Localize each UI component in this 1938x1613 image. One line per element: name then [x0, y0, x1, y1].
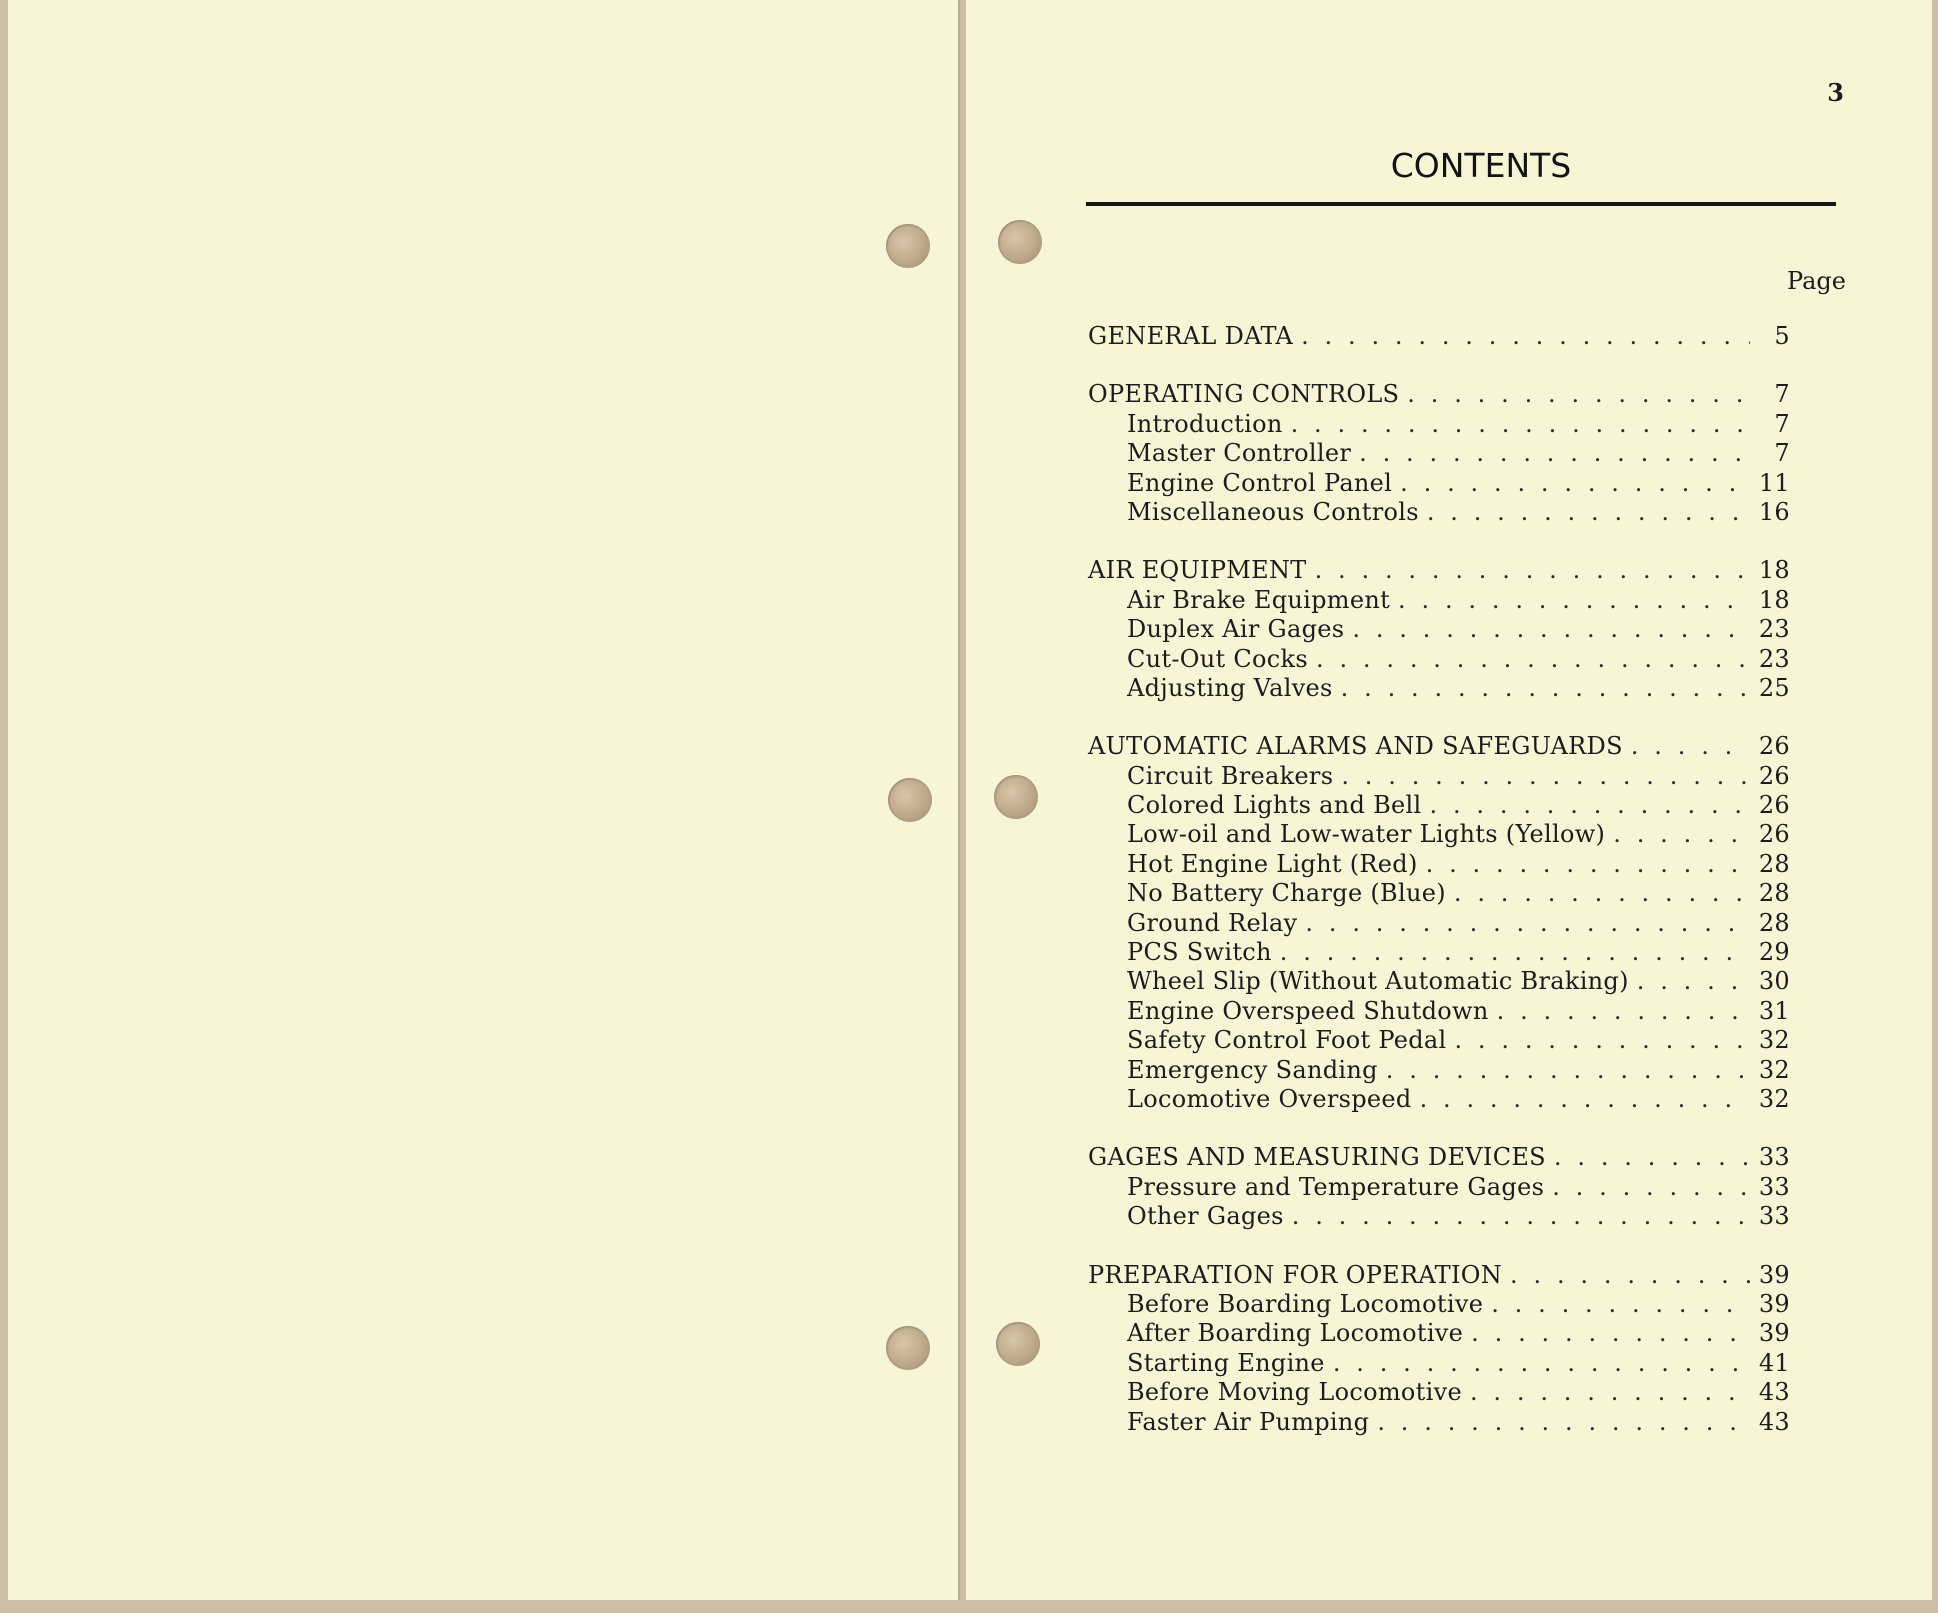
toc-entry-page-number: 28 — [1758, 879, 1790, 908]
toc-entry — [1088, 938, 1790, 967]
page-number: 3 — [1827, 78, 1844, 107]
toc-section-heading — [1088, 732, 1790, 761]
toc-entry-label: OPERATING CONTROLS — [1088, 380, 1400, 409]
toc-entry-page-number: 11 — [1758, 468, 1790, 497]
toc-entry-label: Duplex Air Gages — [1127, 615, 1345, 644]
toc-section-heading — [1088, 380, 1790, 409]
dot-leader — [1315, 556, 1750, 584]
dot-leader — [1400, 469, 1750, 497]
toc-entry-page-number: 28 — [1758, 849, 1790, 878]
toc-entry-page-number: 32 — [1758, 1055, 1790, 1084]
toc-entry-page-number: 39 — [1758, 1289, 1790, 1318]
toc-entry-page-number: 43 — [1758, 1407, 1790, 1436]
dot-leader — [1454, 879, 1750, 907]
toc-entry — [1088, 469, 1790, 498]
page-column-heading: Page — [1787, 267, 1846, 295]
toc-entry-label: Colored Lights and Bell — [1127, 791, 1422, 820]
punch-hole-bottom-left — [886, 1326, 930, 1370]
toc-entry — [1088, 1202, 1790, 1231]
toc-entry — [1088, 586, 1790, 615]
toc-section-heading — [1088, 556, 1790, 585]
dot-leader — [1333, 1349, 1750, 1377]
dot-leader — [1359, 439, 1750, 467]
toc-entry — [1088, 1173, 1790, 1202]
toc-entry — [1088, 1085, 1790, 1114]
toc-section — [1088, 556, 1790, 703]
dot-leader — [1292, 1202, 1750, 1230]
dot-leader — [1352, 615, 1750, 643]
toc-entry — [1088, 498, 1790, 527]
punch-hole-bottom-right — [996, 1322, 1040, 1366]
title-rule — [1086, 202, 1836, 206]
toc-entry-label: Ground Relay — [1127, 908, 1298, 937]
dot-leader — [1427, 498, 1750, 526]
toc-entry — [1088, 1290, 1790, 1319]
dot-leader — [1554, 1143, 1750, 1171]
toc-entry-page-number: 16 — [1758, 497, 1790, 526]
toc-section — [1088, 1143, 1790, 1231]
toc-entry-page-number: 39 — [1758, 1260, 1790, 1289]
dot-leader — [1291, 410, 1750, 438]
toc-entry-page-number: 23 — [1758, 615, 1790, 644]
dot-leader — [1377, 1408, 1750, 1436]
dot-leader — [1407, 380, 1750, 408]
toc-entry — [1088, 879, 1790, 908]
toc-entry-page-number: 23 — [1758, 644, 1790, 673]
toc-entry-page-number: 33 — [1758, 1172, 1790, 1201]
dot-leader — [1341, 762, 1750, 790]
toc-entry — [1088, 1349, 1790, 1378]
toc-entry-label: No Battery Charge (Blue) — [1127, 879, 1446, 908]
toc-entry-page-number: 43 — [1758, 1378, 1790, 1407]
dot-leader — [1454, 1026, 1750, 1054]
punch-hole-top-right — [998, 220, 1042, 264]
toc-entry-label: Faster Air Pumping — [1127, 1407, 1370, 1436]
page-title: CONTENTS — [1390, 146, 1572, 185]
dot-leader — [1637, 967, 1750, 995]
toc-entry-page-number: 26 — [1758, 820, 1790, 849]
toc-entry-page-number: 31 — [1758, 996, 1790, 1025]
dot-leader — [1552, 1173, 1750, 1201]
toc-entry-label: Emergency Sanding — [1127, 1055, 1378, 1084]
toc-section-heading — [1088, 322, 1790, 351]
toc-entry — [1088, 674, 1790, 703]
toc-entry-label: Adjusting Valves — [1127, 673, 1333, 702]
toc-entry-page-number: 33 — [1758, 1202, 1790, 1231]
toc-entry-label: Cut-Out Cocks — [1127, 644, 1308, 673]
toc-entry-page-number: 18 — [1758, 556, 1790, 585]
dot-leader — [1510, 1261, 1750, 1289]
dot-leader — [1301, 322, 1750, 350]
table-of-contents — [1088, 322, 1790, 1466]
toc-entry-label: PCS Switch — [1127, 938, 1272, 967]
toc-entry-label: Other Gages — [1127, 1202, 1284, 1231]
toc-entry — [1088, 410, 1790, 439]
dot-leader — [1420, 1085, 1750, 1113]
toc-entry — [1088, 439, 1790, 468]
toc-entry-page-number: 26 — [1758, 761, 1790, 790]
toc-entry-label: Locomotive Overspeed — [1127, 1084, 1412, 1113]
toc-entry-label: PREPARATION FOR OPERATION — [1088, 1260, 1503, 1289]
dot-leader — [1280, 938, 1750, 966]
dot-leader — [1305, 909, 1750, 937]
toc-section — [1088, 322, 1790, 351]
toc-entry-label: AUTOMATIC ALARMS AND SAFEGUARDS — [1088, 732, 1623, 761]
toc-entry-page-number: 32 — [1758, 1084, 1790, 1113]
toc-entry — [1088, 791, 1790, 820]
toc-entry-label: Circuit Breakers — [1127, 761, 1334, 790]
toc-entry-label: AIR EQUIPMENT — [1088, 556, 1307, 585]
toc-entry-label: Starting Engine — [1127, 1348, 1325, 1377]
toc-entry-label: GAGES AND MEASURING DEVICES — [1088, 1143, 1546, 1172]
toc-entry-label: Engine Control Panel — [1127, 468, 1393, 497]
toc-entry-page-number: 39 — [1758, 1319, 1790, 1348]
toc-entry — [1088, 850, 1790, 879]
toc-entry-label: Introduction — [1127, 409, 1283, 438]
toc-entry — [1088, 615, 1790, 644]
toc-entry — [1088, 1408, 1790, 1437]
toc-entry-page-number: 5 — [1774, 322, 1790, 350]
dot-leader — [1398, 586, 1750, 614]
toc-entry-page-number: 29 — [1758, 938, 1790, 967]
toc-entry-label: Pressure and Temperature Gages — [1127, 1172, 1545, 1201]
punch-hole-middle-left — [888, 778, 932, 822]
dot-leader — [1471, 1319, 1750, 1347]
toc-section-heading — [1088, 1143, 1790, 1172]
toc-entry-page-number: 26 — [1758, 791, 1790, 820]
toc-entry-label: Safety Control Foot Pedal — [1127, 1026, 1447, 1055]
toc-entry — [1088, 997, 1790, 1026]
left-page — [8, 0, 960, 1600]
toc-entry-page-number: 26 — [1758, 732, 1790, 761]
toc-entry-label: Low-oil and Low-water Lights (Yellow) — [1127, 820, 1606, 849]
toc-entry-page-number: 7 — [1774, 409, 1790, 438]
toc-entry — [1088, 645, 1790, 674]
toc-entry-page-number: 30 — [1758, 967, 1790, 996]
dot-leader — [1429, 791, 1750, 819]
toc-section-heading — [1088, 1261, 1790, 1290]
toc-entry-label: Air Brake Equipment — [1127, 585, 1391, 614]
toc-section — [1088, 732, 1790, 1114]
toc-entry-page-number: 41 — [1758, 1348, 1790, 1377]
toc-entry-page-number: 28 — [1758, 908, 1790, 937]
dot-leader — [1497, 997, 1750, 1025]
punch-hole-middle-right — [994, 775, 1038, 819]
toc-entry-page-number: 32 — [1758, 1026, 1790, 1055]
toc-entry — [1088, 1319, 1790, 1348]
toc-section — [1088, 380, 1790, 527]
toc-entry-label: Miscellaneous Controls — [1127, 497, 1419, 526]
toc-entry-label: Wheel Slip (Without Automatic Braking) — [1127, 967, 1629, 996]
toc-entry — [1088, 762, 1790, 791]
toc-entry — [1088, 820, 1790, 849]
toc-entry-label: Master Controller — [1127, 439, 1352, 468]
toc-entry-page-number: 18 — [1758, 585, 1790, 614]
dot-leader — [1631, 732, 1750, 760]
toc-section — [1088, 1261, 1790, 1437]
right-page — [966, 0, 1932, 1600]
toc-entry-label: GENERAL DATA — [1088, 322, 1294, 350]
toc-entry — [1088, 909, 1790, 938]
dot-leader — [1316, 645, 1750, 673]
toc-entry — [1088, 1026, 1790, 1055]
dot-leader — [1341, 674, 1750, 702]
toc-entry-page-number: 25 — [1758, 673, 1790, 702]
dot-leader — [1386, 1056, 1750, 1084]
toc-entry-label: Engine Overspeed Shutdown — [1127, 996, 1489, 1025]
toc-entry-label: Before Boarding Locomotive — [1127, 1289, 1484, 1318]
dot-leader — [1470, 1378, 1750, 1406]
toc-entry-label: After Boarding Locomotive — [1127, 1319, 1464, 1348]
punch-hole-top-left — [886, 224, 930, 268]
toc-entry — [1088, 1378, 1790, 1407]
toc-entry-label: Before Moving Locomotive — [1127, 1378, 1462, 1407]
toc-entry — [1088, 967, 1790, 996]
toc-entry-page-number: 7 — [1774, 380, 1790, 409]
dot-leader — [1426, 850, 1750, 878]
toc-entry-label: Hot Engine Light (Red) — [1127, 849, 1418, 878]
dot-leader — [1491, 1290, 1750, 1318]
toc-entry-page-number: 7 — [1774, 439, 1790, 468]
dot-leader — [1613, 820, 1750, 848]
toc-entry-page-number: 33 — [1758, 1143, 1790, 1172]
toc-entry — [1088, 1056, 1790, 1085]
